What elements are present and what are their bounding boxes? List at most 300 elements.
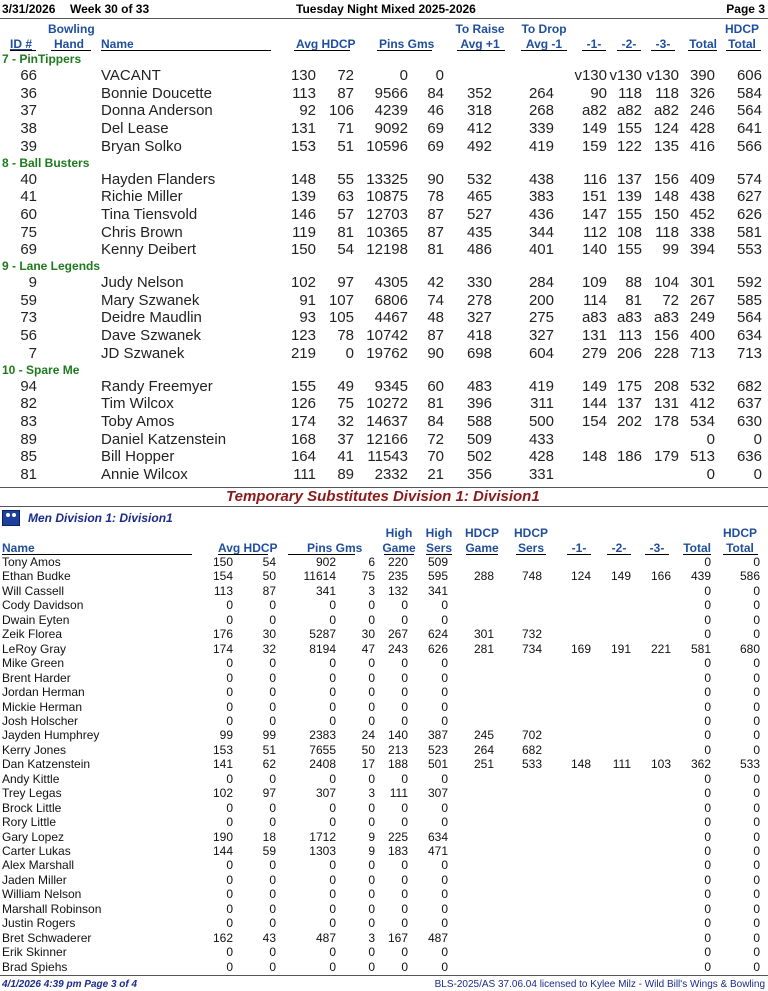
substitute-average: 0 (226, 916, 233, 931)
bowler-name: Richie Miller (101, 188, 183, 206)
series-total: 390 (689, 67, 715, 84)
bowler-handicap: 75 (337, 395, 354, 413)
series-total: 0 (704, 713, 711, 728)
bowler-handicap: 87 (337, 84, 354, 102)
hdcp-total: 680 (739, 641, 760, 656)
bowler-name: Dave Szwanek (101, 327, 202, 345)
report-date: 3/31/2026 (2, 2, 56, 16)
game1-score: v130 (574, 67, 607, 84)
to-drop-value: 438 (528, 170, 554, 188)
subs-divider (0, 506, 768, 507)
bowler-pins: 9566 (374, 84, 408, 102)
series-total: 0 (706, 430, 715, 448)
substitute-handicap: 51 (262, 742, 276, 757)
bowler-name: Bill Hopper (101, 448, 175, 466)
substitute-handicap: 0 (269, 612, 276, 627)
hdcp-total: 636 (736, 448, 762, 466)
substitute-games: 9 (368, 844, 375, 858)
bowler-average: 111 (293, 466, 316, 483)
substitute-name: Carter Lukas (2, 844, 71, 858)
bowler-handicap: 78 (337, 327, 354, 345)
bowler-id: 66 (20, 67, 37, 84)
bowler-id: 56 (20, 327, 37, 345)
to-raise-value: 352 (466, 84, 492, 102)
hdcp-game-value: 251 (473, 757, 494, 772)
game3-score: 148 (653, 188, 679, 206)
bowler-pins: 14637 (366, 412, 408, 430)
to-raise-value: 435 (466, 223, 492, 241)
game1-score: 279 (581, 344, 607, 362)
series-total: 0 (704, 945, 711, 960)
hdcp-series-value: 533 (521, 757, 542, 772)
high-game-value: 0 (401, 800, 408, 815)
bowler-average: 155 (290, 377, 316, 395)
header-underline (651, 50, 675, 51)
bowler-average: 146 (290, 205, 316, 223)
to-drop-header: To Drop (521, 22, 567, 36)
series-total: 412 (689, 395, 715, 413)
bowler-id: 39 (20, 137, 37, 155)
high-game-value: 0 (401, 699, 408, 714)
name-header: Name (2, 541, 35, 555)
substitute-handicap: 0 (269, 887, 276, 902)
hdcp-total: 592 (736, 274, 762, 291)
bowler-games: 84 (427, 412, 444, 430)
hdcp-series-value: 732 (521, 627, 542, 642)
bowler-handicap: 57 (337, 205, 354, 223)
substitute-average: 144 (212, 844, 233, 858)
men-group-icon (2, 510, 20, 526)
high-series-value: 0 (441, 800, 448, 815)
substitute-name: Rory Little (2, 815, 57, 830)
high-game-value: 188 (387, 757, 408, 772)
substitute-pins: 0 (329, 858, 336, 873)
pins-gms-header: Pins Gms (307, 541, 363, 555)
header-underline (51, 50, 91, 51)
substitute-name: Jayden Humphrey (2, 728, 100, 743)
bowler-handicap: 32 (337, 412, 354, 430)
game2-score: 118 (618, 84, 642, 102)
high-game-value: 0 (401, 858, 408, 873)
series-total: 0 (704, 555, 711, 569)
bowler-handicap: 107 (328, 291, 354, 309)
substitute-pins: 0 (329, 901, 336, 916)
bowling-hand-header: Bowling (48, 22, 95, 36)
series-total: 246 (689, 102, 715, 120)
game1-score: 90 (590, 84, 607, 102)
substitute-pins: 902 (315, 555, 336, 569)
hdcp-total-header: HDCP (722, 526, 757, 540)
game2-score: 122 (616, 137, 642, 155)
series-total: 0 (704, 685, 711, 700)
substitute-handicap: 32 (262, 641, 276, 656)
hdcp-total: 0 (753, 713, 760, 728)
series-total: 534 (689, 412, 715, 430)
bowler-games: 69 (427, 120, 444, 138)
hdcp-total: 0 (753, 815, 760, 830)
high-game-value: 167 (387, 930, 408, 945)
series-total: 428 (689, 120, 715, 138)
high-game-value: 0 (401, 685, 408, 700)
substitute-handicap: 59 (262, 844, 276, 858)
substitute-games: 0 (368, 612, 375, 627)
pins-gms-header: Pins Gms (379, 37, 435, 51)
to-drop-value: 327 (528, 327, 554, 345)
substitute-average: 153 (212, 742, 233, 757)
bowler-average: 150 (290, 241, 316, 259)
hdcp-total: 0 (753, 959, 760, 974)
hdcp-series-value: 734 (521, 641, 542, 656)
game3-score: a82 (653, 102, 679, 120)
game3-score: 99 (662, 241, 679, 259)
bowler-average: 219 (290, 344, 316, 362)
series-total: 452 (689, 205, 715, 223)
series-total: 0 (704, 742, 711, 757)
series-total: 249 (689, 309, 715, 327)
high-game-value: 0 (401, 656, 408, 671)
substitute-pins: 0 (329, 887, 336, 902)
hdcp-total: 0 (753, 930, 760, 945)
series-total: 394 (689, 241, 715, 259)
substitute-average: 0 (226, 858, 233, 873)
game2-score: 139 (616, 188, 642, 206)
substitute-name: Cody Davidson (2, 598, 84, 613)
game3-score: 156 (653, 327, 679, 345)
game1-score: 159 (581, 137, 607, 155)
header-underline (567, 554, 591, 555)
to-drop-value: 604 (528, 344, 554, 362)
series-total: 0 (704, 670, 711, 685)
bowler-id: 75 (20, 223, 37, 241)
substitute-handicap: 99 (262, 728, 276, 743)
hdcp-total: 0 (753, 887, 760, 902)
high-game-value: 0 (401, 612, 408, 627)
to-raise-value: 418 (466, 327, 492, 345)
bowler-average: 126 (290, 395, 316, 413)
high-game-value: 0 (401, 815, 408, 830)
high-game-value: 267 (387, 627, 408, 642)
bowler-pins: 9345 (374, 377, 408, 395)
footer-print-info: 4/1/2026 4:39 pm Page 3 of 4 (2, 979, 138, 990)
substitute-average: 0 (226, 771, 233, 786)
header-underline (688, 50, 717, 51)
header-underline (521, 50, 567, 51)
substitute-pins: 1303 (309, 844, 336, 858)
game1-score: 149 (581, 377, 607, 395)
substitute-handicap: 30 (262, 627, 276, 642)
substitute-games: 0 (368, 713, 375, 728)
high-game-value: 0 (401, 670, 408, 685)
substitute-pins: 0 (329, 656, 336, 671)
series-total: 362 (690, 757, 711, 772)
bowler-average: 91 (299, 291, 316, 309)
hdcp-game-header: HDCP (464, 526, 499, 540)
team-name: 8 - Ball Busters (2, 155, 90, 170)
league-title: Tuesday Night Mixed 2025-2026 (296, 2, 476, 16)
game1-header: -1- (586, 37, 602, 51)
bowler-games: 46 (427, 102, 444, 120)
game1-score: 151 (581, 188, 607, 206)
bowler-name: Randy Freemyer (101, 377, 213, 395)
bowler-name: Chris Brown (101, 223, 183, 241)
substitute-games: 0 (368, 872, 375, 887)
game3-score: 118 (655, 223, 679, 241)
series-total: 439 (690, 569, 711, 584)
substitute-pins: 0 (329, 598, 336, 613)
substitute-pins: 0 (329, 713, 336, 728)
substitute-average: 99 (219, 728, 233, 743)
game1-score: 169 (570, 641, 591, 656)
game3-score: 221 (650, 641, 671, 656)
high-series-value: 0 (441, 670, 448, 685)
game2-score: a82 (616, 102, 642, 120)
to-drop-value: 331 (528, 466, 554, 483)
bowler-handicap: 106 (328, 102, 354, 120)
bowler-pins: 10742 (366, 327, 408, 345)
hdcp-total: 0 (753, 872, 760, 887)
game2-score: 202 (616, 412, 642, 430)
bowler-id: 83 (20, 412, 37, 430)
game1-header: -1- (571, 541, 587, 555)
to-raise-value: 492 (466, 137, 492, 155)
team-name: 7 - PinTippers (2, 52, 82, 66)
substitute-handicap: 0 (269, 713, 276, 728)
temporary-substitutes-title: Temporary Substitutes Division 1: Division1 (226, 488, 540, 505)
substitute-games: 0 (368, 815, 375, 830)
game2-score: 113 (618, 327, 642, 345)
series-total: 0 (704, 829, 711, 844)
high-series-value: 0 (441, 945, 448, 960)
high-game-value: 243 (387, 641, 408, 656)
to-raise-value: 327 (466, 309, 492, 327)
bowler-pins: 12198 (366, 241, 408, 259)
to-raise-value: 698 (466, 344, 492, 362)
bowler-name: Tina Tiensvold (101, 205, 198, 223)
substitute-pins: 7655 (309, 742, 336, 757)
substitute-name: Gary Lopez (2, 829, 65, 844)
game2-header: -2- (621, 37, 637, 51)
series-total: 581 (690, 641, 711, 656)
game1-score: a82 (581, 102, 607, 120)
game2-score: 155 (616, 241, 642, 259)
id-header: ID # (10, 37, 33, 51)
game3-score: 104 (653, 274, 679, 291)
bowler-average: 139 (290, 188, 316, 206)
substitute-pins: 487 (315, 930, 336, 945)
series-total: 267 (689, 291, 715, 309)
high-series-value: 0 (441, 771, 448, 786)
to-drop-value: 344 (528, 223, 554, 241)
high-series-value: 0 (441, 699, 448, 714)
substitute-average: 174 (212, 641, 233, 656)
bowler-pins: 10272 (366, 395, 408, 413)
substitute-name: Dan Katzenstein (2, 757, 91, 772)
game3-score: 103 (650, 757, 671, 772)
bowler-id: 7 (28, 344, 37, 362)
hdcp-total: 0 (753, 742, 760, 757)
game2-score: a83 (616, 309, 642, 327)
high-series-value: 0 (441, 685, 448, 700)
substitute-games: 0 (368, 670, 375, 685)
hdcp-total: 0 (753, 598, 760, 613)
bowler-games: 69 (427, 137, 444, 155)
to-raise-value: 527 (466, 205, 492, 223)
to-drop-value: 284 (528, 274, 554, 291)
substitute-games: 0 (368, 887, 375, 902)
substitute-name: Bret Schwaderer (2, 930, 92, 945)
hdcp-total-header: Total (726, 541, 754, 555)
bowler-pins: 0 (399, 67, 408, 84)
substitute-handicap: 0 (269, 858, 276, 873)
high-series-value: 624 (427, 627, 448, 642)
substitute-pins: 0 (329, 670, 336, 685)
substitute-handicap: 0 (269, 656, 276, 671)
game1-score: 149 (581, 120, 607, 138)
high-game-value: 220 (387, 555, 408, 569)
to-raise-value: 588 (466, 412, 492, 430)
substitute-name: Mickie Herman (2, 699, 83, 714)
high-game-value: 111 (389, 786, 408, 801)
hdcp-total: 585 (736, 291, 762, 309)
substitute-handicap: 97 (262, 786, 276, 801)
bowler-pins: 4467 (374, 309, 408, 327)
bowler-handicap: 0 (345, 344, 354, 362)
header-divider (0, 18, 768, 19)
header-underline (10, 50, 36, 51)
substitute-name: Brent Harder (2, 670, 71, 685)
name-header: Name (101, 37, 134, 51)
substitute-games: 30 (361, 627, 375, 642)
bowler-name: Daniel Katzenstein (101, 430, 227, 448)
to-drop-value: 433 (528, 430, 554, 448)
high-game-value: 0 (401, 945, 408, 960)
bowler-games: 84 (427, 84, 444, 102)
header-underline (582, 50, 606, 51)
substitute-handicap: 0 (269, 598, 276, 613)
high-game-value: 0 (401, 916, 408, 931)
substitute-games: 3 (368, 930, 375, 945)
bowler-id: 41 (20, 188, 37, 206)
substitute-average: 0 (226, 670, 233, 685)
header-underline (457, 50, 505, 51)
game1-score: a83 (581, 309, 607, 327)
series-total: 0 (704, 598, 711, 613)
substitute-pins: 0 (329, 815, 336, 830)
game1-score: 109 (581, 274, 607, 291)
bowler-id: 60 (20, 205, 37, 223)
series-total: 532 (689, 377, 715, 395)
bowler-id: 82 (20, 395, 37, 413)
substitute-pins: 2408 (309, 757, 336, 772)
substitute-games: 0 (368, 901, 375, 916)
bowler-handicap: 105 (328, 309, 354, 327)
substitute-name: Andy Kittle (2, 771, 60, 786)
game2-header: -2- (611, 541, 627, 555)
substitute-average: 190 (212, 829, 233, 844)
bowler-average: 164 (290, 448, 316, 466)
substitute-handicap: 0 (269, 815, 276, 830)
substitute-name: Trey Legas (2, 786, 62, 801)
substitute-average: 0 (226, 800, 233, 815)
bowler-games: 74 (427, 291, 444, 309)
hdcp-total: 0 (753, 916, 760, 931)
series-total: 0 (704, 627, 711, 642)
game1-score: 147 (581, 205, 607, 223)
hdcp-total: 0 (753, 829, 760, 844)
high-series-value: 0 (441, 901, 448, 916)
high-game-value: 183 (387, 844, 408, 858)
bowler-id: 89 (20, 430, 37, 448)
substitute-handicap: 50 (262, 569, 276, 584)
to-drop-value: 383 (528, 188, 554, 206)
bowler-average: 131 (290, 120, 316, 138)
hdcp-total: 533 (739, 757, 760, 772)
substitute-pins: 0 (329, 699, 336, 714)
bowler-pins: 4239 (374, 102, 408, 120)
game2-score: 175 (616, 377, 642, 395)
substitute-handicap: 0 (269, 901, 276, 916)
bowler-games: 90 (427, 170, 444, 188)
bowler-handicap: 41 (337, 448, 354, 466)
high-game-value: 0 (401, 959, 408, 974)
bowler-pins: 10596 (366, 137, 408, 155)
header-underline (607, 554, 631, 555)
game3-score: 208 (653, 377, 679, 395)
hdcp-total: 713 (736, 344, 762, 362)
series-total: 301 (689, 274, 715, 291)
bowler-games: 81 (427, 241, 444, 259)
substitute-handicap: 0 (269, 771, 276, 786)
bowler-id: 94 (20, 377, 37, 395)
bowler-average: 153 (290, 137, 316, 155)
high-game-value: 0 (401, 872, 408, 887)
game2-score: 191 (610, 641, 631, 656)
bowler-id: 69 (20, 241, 37, 259)
game2-score: 186 (616, 448, 642, 466)
to-drop-value: 419 (528, 137, 554, 155)
hdcp-total: 0 (753, 466, 762, 483)
substitute-pins: 0 (329, 959, 336, 974)
team-name: 10 - Spare Me (2, 362, 80, 377)
high-series-value: 626 (427, 641, 448, 656)
bowler-handicap: 97 (337, 274, 354, 291)
series-total: 0 (704, 815, 711, 830)
hdcp-total: 0 (753, 612, 760, 627)
substitute-handicap: 0 (269, 670, 276, 685)
substitute-games: 0 (368, 945, 375, 960)
series-total: 0 (704, 887, 711, 902)
high-series-value: 501 (427, 757, 448, 772)
substitute-name: Marshall Robinson (2, 901, 102, 916)
substitute-name: William Nelson (2, 887, 82, 902)
bowler-games: 70 (427, 448, 444, 466)
hdcp-total: 0 (753, 670, 760, 685)
to-drop-value: 268 (528, 102, 554, 120)
game1-score: 148 (581, 448, 607, 466)
series-total: 0 (704, 771, 711, 786)
bowler-average: 168 (290, 430, 316, 448)
high-series-value: 341 (427, 583, 448, 598)
bowler-games: 42 (427, 274, 444, 291)
game2-score: 155 (616, 205, 642, 223)
bowler-name: Mary Szwanek (101, 291, 200, 309)
high-series-value: 0 (441, 713, 448, 728)
high-series-value: 0 (441, 598, 448, 613)
to-raise-value: 356 (466, 466, 492, 483)
bowler-average: 113 (292, 84, 316, 102)
substitute-average: 0 (226, 598, 233, 613)
bowler-handicap: 54 (337, 241, 354, 259)
